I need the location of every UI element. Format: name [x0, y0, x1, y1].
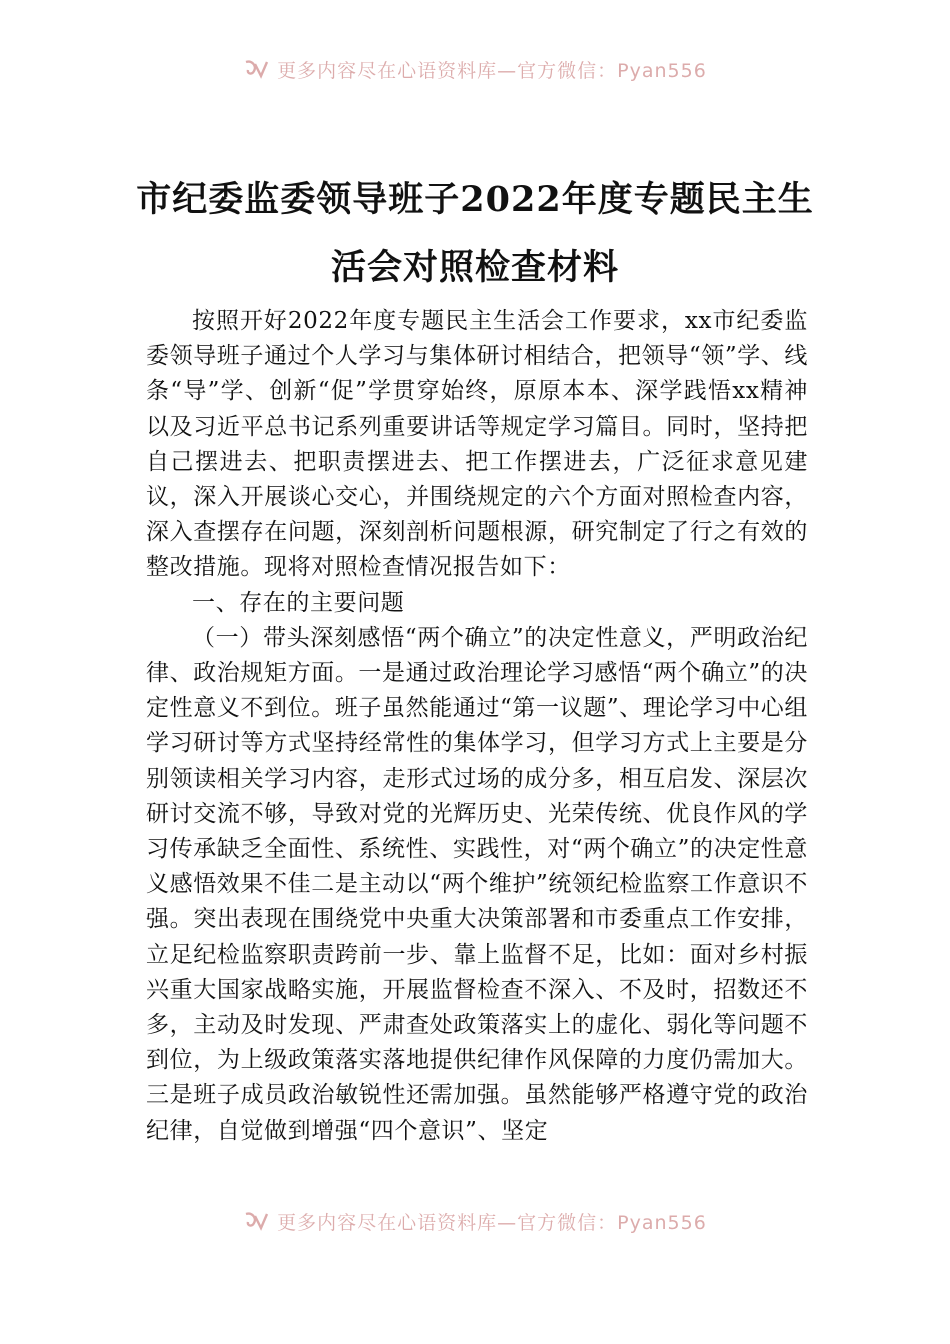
watermark-text: 更多内容尽在心语资料库—官方微信：Pyan556	[277, 1211, 707, 1234]
watermark-text: 更多内容尽在心语资料库—官方微信：Pyan556	[277, 59, 707, 82]
document-title-line-1: 市纪委监委领导班子2022年度专题民主生	[136, 179, 814, 220]
document-title-line-2: 活会对照检查材料	[330, 247, 619, 288]
section-paragraph-1: （一）带头深刻感悟“两个确立”的决定性意义，严明政治纪律、政治规矩方面。一是通过政治理论学习感悟“两个确立”的决定性意义不到位。班子虽然能通过“第一议题”、理论学习中心组学习研讨等方式坚持经常性的集体学习，但学习方式上主要是分别领读相关学习内容，走形式过场的成分多，相互启发、深层次研讨交流不够，导致对党的光辉历史、光荣传统、优良作风的学习传承缺乏全面性、系统性、实践性，对“两个确立”的决定性意义感悟效果不佳二是主动以“两个维护”统领纪检监察工作意识不强。突出表现在围绕党中央重大决策部署和市委重点工作安排，立足纪检监察职责跨前一步、靠上监督不足，比如：面对乡村振兴重大国家战略实施，开展监督检查不深入、不及时，招数还不多，主动及时发现、严肃查处政策落实上的虚化、弱化等问题不到位，为上级政策落实落地提供纪律作风保障的力度仍需加大。三是班子成员政治敏锐性还需加强。虽然能够严格遵守党的政治纪律，自觉做到增强“四个意识”、坚定	[146, 624, 808, 1144]
section-heading-problems: 一、存在的主要问题	[192, 589, 405, 616]
watermark-logo-icon	[243, 58, 271, 80]
intro-paragraph: 按照开好2022年度专题民主生活会工作要求，xx市纪委监委领导班子通过个人学习与集体研讨相结合，把领导“领”学、线条“导”学、创新“促”学贯穿始终，原原本本、深学践悟xx精神以及习近平总书记系列重要讲话等规定学习篇目。同时，坚持把自己摆进去、把职责摆进去、把工作摆进去，广泛征求意见建议，深入开展谈心交心，并围绕规定的六个方面对照检查内容，深入查摆存在问题，深刻剖析问题根源，研究制定了行之有效的整改措施。现将对照检查情况报告如下：	[146, 308, 808, 581]
document-body	[146, 304, 808, 1149]
watermark-footer	[0, 1208, 950, 1234]
watermark-logo-icon	[243, 1210, 271, 1232]
watermark-header	[0, 56, 950, 82]
